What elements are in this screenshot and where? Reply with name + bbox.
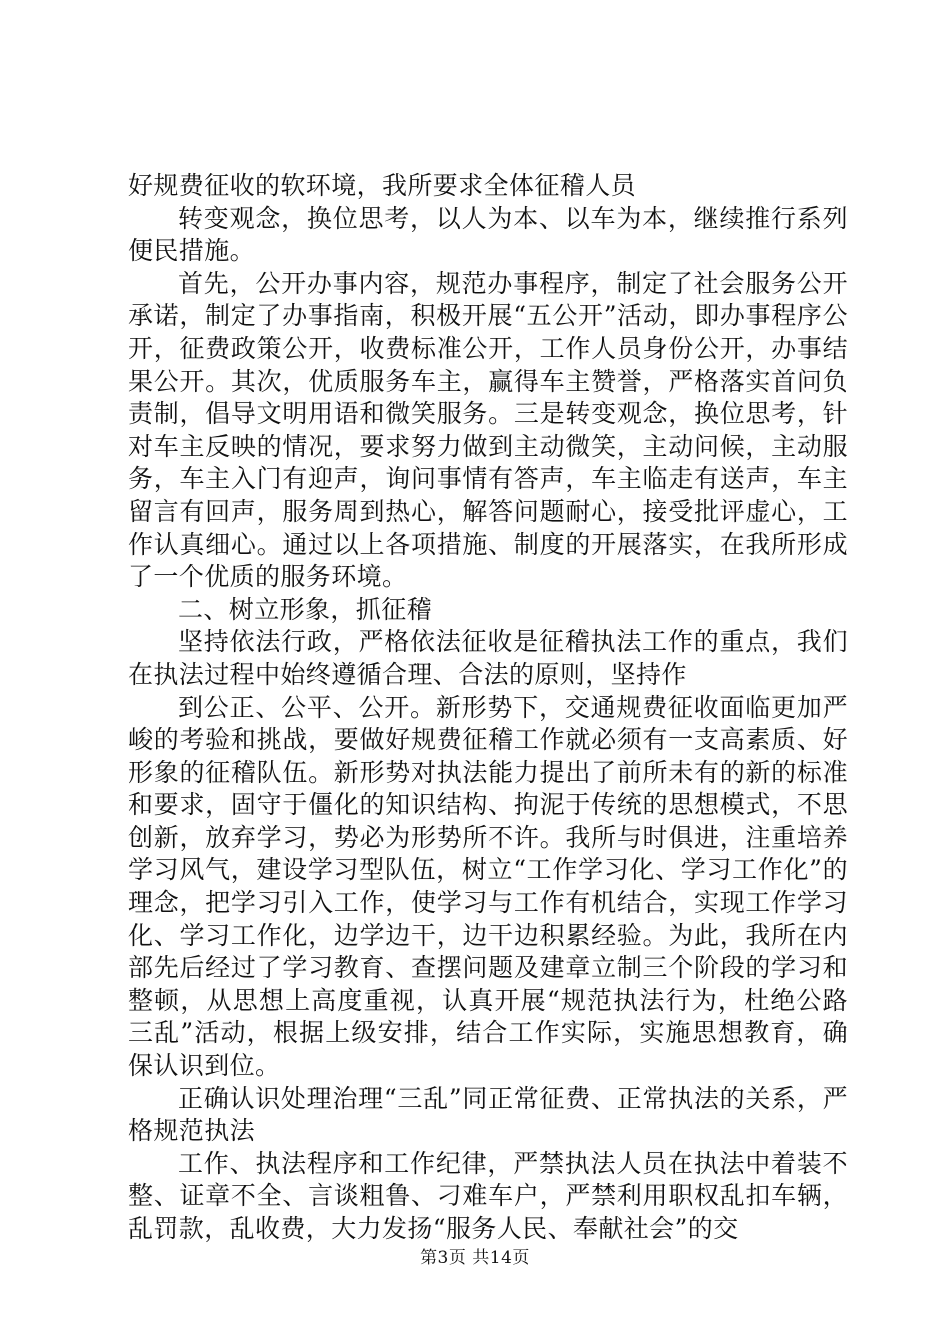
section-heading: 二、树立形象，抓征稽 [178, 594, 433, 624]
paragraph-6: 到公正、公平、公开。新形势下，交通规费征收面临更加严峻的考验和挑战，要做好规费征稽工作就必须有一支高素质、好形象的征稽队伍。新形势对执法能力提出了前所未有的新的标准和要求，固守于僵化的知识结构、拘泥于传统的思想模式，不思创新，放弃学习，势必为形势所不许。我所与时俱进，注重培养学习风气，建设学习型队伍，树立“工作学习化、学习工作化”的理念，把学习引入工作，使学习与工作有机结合，实现工作学习化、学习工作化，边学边干，边干边积累经验。为此，我所在内部先后经过了学习教育、查摆问题及建章立制三个阶段的学习和整顿，从思想上高度重视，认真开展“规范执法行为，杜绝公路三乱”活动，根据上级安排，结合工作实际，实施思想教育，确保认识到位。 [128, 692, 848, 1081]
page-number-footer: 第3页 共14页 [420, 1248, 530, 1268]
paragraph-8: 工作、执法程序和工作纪律，严禁执法人员在执法中着装不整、证章不全、言谈粗鲁、刁难车户，严禁利用职权乱扣车辆，乱罚款，乱收费，大力发扬“服务人民、奉献社会”的交 [128, 1148, 848, 1243]
paragraph-3: 首先，公开办事内容，规范办事程序，制定了社会服务公开承诺，制定了办事指南，积极开展“五公开”活动，即办事程序公开，征费政策公开，收费标准公开，工作人员身份公开，办事结果公开。其次，优质服务车主，赢得车主赞誉，严格落实首问负责制，倡导文明用语和微笑服务。三是转变观念，换位思考，针对车主反映的情况，要求努力做到主动微笑，主动问候，主动服务，车主入门有迎声，询问事情有答声，车主临走有送声，车主留言有回声，服务周到热心，解答问题耐心，接受批评虚心，工作认真细心。通过以上各项措施、制度的开展落实，在我所形成了一个优质的服务环境。 [128, 268, 848, 592]
document-body [128, 170, 848, 1246]
paragraph-7: 正确认识处理治理“三乱”同正常征费、正常执法的关系，严格规范执法 [128, 1083, 848, 1146]
paragraph-2: 转变观念，换位思考，以人为本、以车为本，继续推行系列便民措施。 [128, 203, 848, 266]
paragraph-1: 好规费征收的软环境，我所要求全体征稽人员 [128, 171, 637, 200]
paragraph-5: 坚持依法行政，严格依法征收是征稽执法工作的重点，我们在执法过程中始终遵循合理、合法的原则，坚持作 [128, 627, 848, 689]
